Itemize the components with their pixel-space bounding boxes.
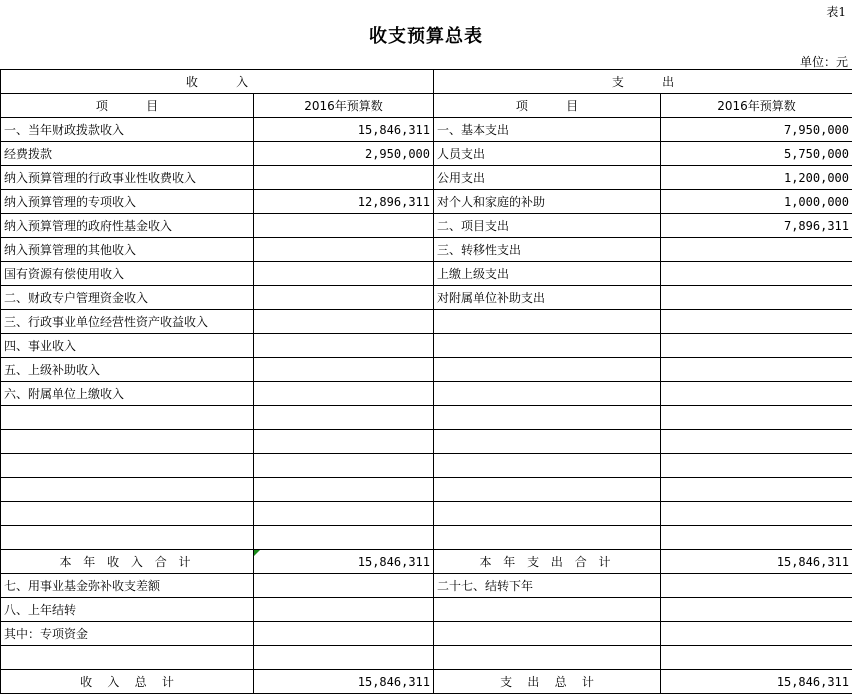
- income-section-header: 收 入: [1, 70, 434, 94]
- expense-amount: 1,200,000: [661, 166, 852, 190]
- income-amount: [254, 382, 434, 406]
- table-row: [1, 286, 852, 310]
- budget-table: [0, 69, 852, 694]
- empty-row: [1, 526, 852, 550]
- expense-item: [434, 334, 661, 358]
- empty-row: [1, 478, 852, 502]
- empty-row: [1, 646, 852, 670]
- expense-amount: [661, 382, 852, 406]
- unit-label: 单位：元: [800, 53, 848, 70]
- expense-item: 一、基本支出: [434, 118, 661, 142]
- expense-item-header: 项 目: [434, 94, 661, 118]
- expense-amount: 7,950,000: [661, 118, 852, 142]
- expense-item: 人员支出: [434, 142, 661, 166]
- table-number: 表1: [826, 3, 846, 20]
- income-item-header: 项 目: [1, 94, 254, 118]
- expense-item: 公用支出: [434, 166, 661, 190]
- income-item: 其中：专项资金: [1, 622, 254, 646]
- expense-amount: 7,896,311: [661, 214, 852, 238]
- income-item: 国有资源有偿使用收入: [1, 262, 254, 286]
- expense-amount: [661, 358, 852, 382]
- income-amount: [254, 166, 434, 190]
- income-amount: [254, 334, 434, 358]
- income-total-amount: 15,846,311: [254, 670, 434, 694]
- income-item: 八、上年结转: [1, 598, 254, 622]
- expense-amount: [661, 238, 852, 262]
- expense-item: 三、转移性支出: [434, 238, 661, 262]
- income-subtotal-label: 本 年 收 入 合 计: [1, 550, 254, 574]
- expense-item: [434, 382, 661, 406]
- income-amount: [254, 310, 434, 334]
- expense-item: 对附属单位补助支出: [434, 286, 661, 310]
- expense-amount: [661, 574, 852, 598]
- empty-row: [1, 502, 852, 526]
- expense-amount: [661, 334, 852, 358]
- expense-item: 对个人和家庭的补助: [434, 190, 661, 214]
- income-amount: [254, 262, 434, 286]
- empty-row: [1, 430, 852, 454]
- income-amount: 2,950,000: [254, 142, 434, 166]
- income-item: 四、事业收入: [1, 334, 254, 358]
- income-item: 纳入预算管理的其他收入: [1, 238, 254, 262]
- income-item: 三、行政事业单位经营性资产收益收入: [1, 310, 254, 334]
- expense-amount: [661, 262, 852, 286]
- expense-item: 二十七、结转下年: [434, 574, 661, 598]
- income-item: 纳入预算管理的专项收入: [1, 190, 254, 214]
- income-subtotal-amount: 15,846,311: [254, 550, 434, 574]
- subtotal-row: [1, 550, 852, 574]
- income-item: 一、当年财政拨款收入: [1, 118, 254, 142]
- expense-subtotal-amount: 15,846,311: [661, 550, 852, 574]
- income-amount: [254, 238, 434, 262]
- income-budget-header: 2016年预算数: [254, 94, 434, 118]
- empty-row: [1, 406, 852, 430]
- empty-row: [1, 454, 852, 478]
- expense-amount: [661, 310, 852, 334]
- income-item: 五、上级补助收入: [1, 358, 254, 382]
- expense-item: [434, 358, 661, 382]
- income-item: 纳入预算管理的行政事业性收费收入: [1, 166, 254, 190]
- income-item: 七、用事业基金弥补收支差额: [1, 574, 254, 598]
- expense-amount: [661, 286, 852, 310]
- expense-amount: 5,750,000: [661, 142, 852, 166]
- income-total-label: 收 入 总 计: [1, 670, 254, 694]
- income-amount: 12,896,311: [254, 190, 434, 214]
- income-amount: [254, 574, 434, 598]
- column-header-row: [1, 94, 852, 118]
- table-row: [1, 382, 852, 406]
- income-item: 经费拨款: [1, 142, 254, 166]
- table-row: [1, 334, 852, 358]
- expense-section-header: 支 出: [434, 70, 852, 94]
- expense-item: 上缴上级支出: [434, 262, 661, 286]
- table-row: [1, 238, 852, 262]
- income-amount: [254, 358, 434, 382]
- expense-total-amount: 15,846,311: [661, 670, 852, 694]
- section-header-row: [1, 70, 852, 94]
- income-amount: [254, 286, 434, 310]
- income-amount: [254, 214, 434, 238]
- income-item: 六、附属单位上缴收入: [1, 382, 254, 406]
- table-row: [1, 214, 852, 238]
- table-row: [1, 262, 852, 286]
- table-row: [1, 310, 852, 334]
- table-row: [1, 574, 852, 598]
- table-row: [1, 598, 852, 622]
- expense-subtotal-label: 本 年 支 出 合 计: [434, 550, 661, 574]
- income-item: 二、财政专户管理资金收入: [1, 286, 254, 310]
- expense-amount: 1,000,000: [661, 190, 852, 214]
- table-row: [1, 622, 852, 646]
- expense-item: [434, 310, 661, 334]
- table-row: [1, 118, 852, 142]
- income-amount: 15,846,311: [254, 118, 434, 142]
- page-title: 收支预算总表: [0, 22, 852, 48]
- expense-item: 二、项目支出: [434, 214, 661, 238]
- expense-budget-header: 2016年预算数: [661, 94, 852, 118]
- income-item: 纳入预算管理的政府性基金收入: [1, 214, 254, 238]
- total-row: [1, 670, 852, 694]
- table-row: [1, 190, 852, 214]
- table-row: [1, 358, 852, 382]
- table-row: [1, 166, 852, 190]
- table-row: [1, 142, 852, 166]
- expense-total-label: 支 出 总 计: [434, 670, 661, 694]
